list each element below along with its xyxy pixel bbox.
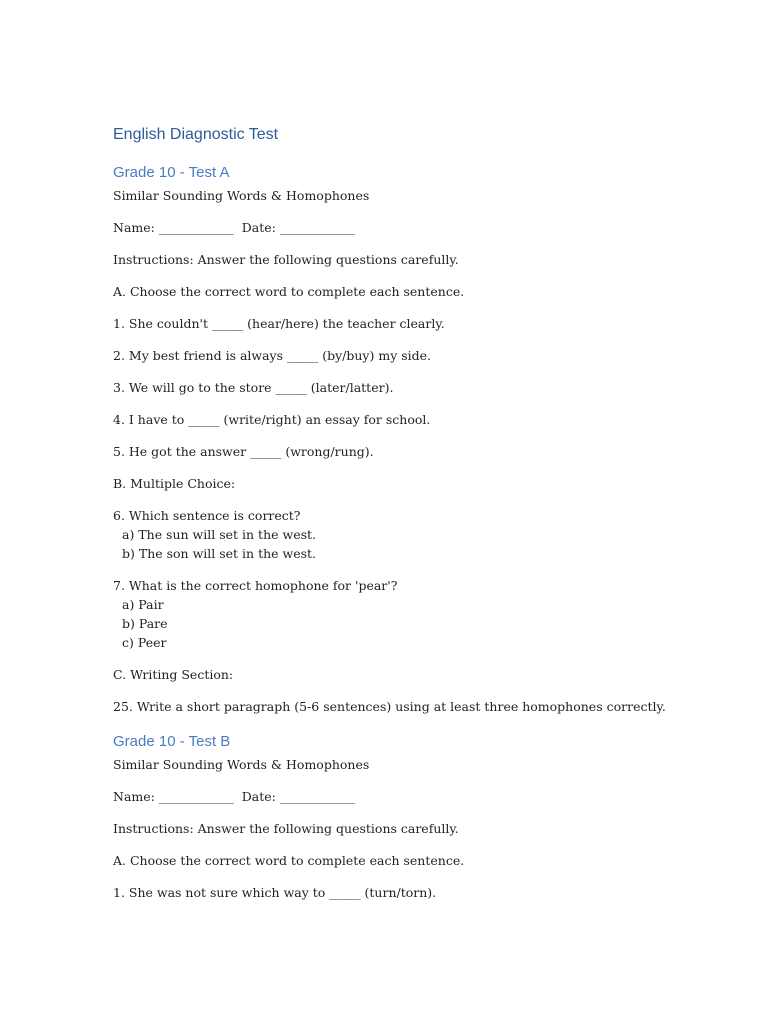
test-b-part-a-label: A. Choose the correct word to complete each sentence. <box>113 853 465 868</box>
test-a-name-date-line: Name: ____________ Date: ____________ <box>113 220 355 235</box>
test-a-writing-prompt: 25. Write a short paragraph (5-6 sentences) using at least three homophones correctly. <box>113 699 666 714</box>
test-a-question-3: 3. We will go to the store _____ (later/latter). <box>113 380 394 395</box>
test-a-question-1: 1. She couldn't _____ (hear/here) the teacher clearly. <box>113 316 445 331</box>
test-b-subtitle: Similar Sounding Words & Homophones <box>113 757 370 772</box>
test-a-question-6-block <box>113 506 673 563</box>
test-b-instructions: Instructions: Answer the following questions carefully. <box>113 821 459 836</box>
test-a-question-7-block <box>113 576 673 652</box>
test-a-question-5: 5. He got the answer _____ (wrong/rung). <box>113 444 374 459</box>
test-a-question-6-option-b: b) The son will set in the west. <box>122 546 317 561</box>
test-a-part-b-label: B. Multiple Choice: <box>113 476 236 491</box>
test-a-part-a-label: A. Choose the correct word to complete each sentence. <box>113 284 465 299</box>
test-a-question-7-option-b: b) Pare <box>122 616 168 631</box>
test-a-subtitle: Similar Sounding Words & Homophones <box>113 188 370 203</box>
test-a-question-4: 4. I have to _____ (write/right) an essay for school. <box>113 412 431 427</box>
test-a-question-7-option-a: a) Pair <box>122 597 164 612</box>
test-a-question-6: 6. Which sentence is correct? <box>113 508 301 523</box>
test-a-question-7: 7. What is the correct homophone for 'pear'? <box>113 578 398 593</box>
document-title: English Diagnostic Test <box>113 126 279 143</box>
test-a-question-7-option-c: c) Peer <box>122 635 167 650</box>
test-b-heading: Grade 10 - Test B <box>113 733 231 750</box>
test-a-instructions: Instructions: Answer the following questions carefully. <box>113 252 459 267</box>
test-b-name-date-line: Name: ____________ Date: ____________ <box>113 789 355 804</box>
test-a-heading: Grade 10 - Test A <box>113 164 230 181</box>
test-a-part-c-label: C. Writing Section: <box>113 667 234 682</box>
test-b-question-1: 1. She was not sure which way to _____ (turn/torn). <box>113 885 437 900</box>
test-a-question-2: 2. My best friend is always _____ (by/buy) my side. <box>113 348 432 363</box>
document-page <box>113 124 673 915</box>
test-a-question-6-option-a: a) The sun will set in the west. <box>122 527 317 542</box>
